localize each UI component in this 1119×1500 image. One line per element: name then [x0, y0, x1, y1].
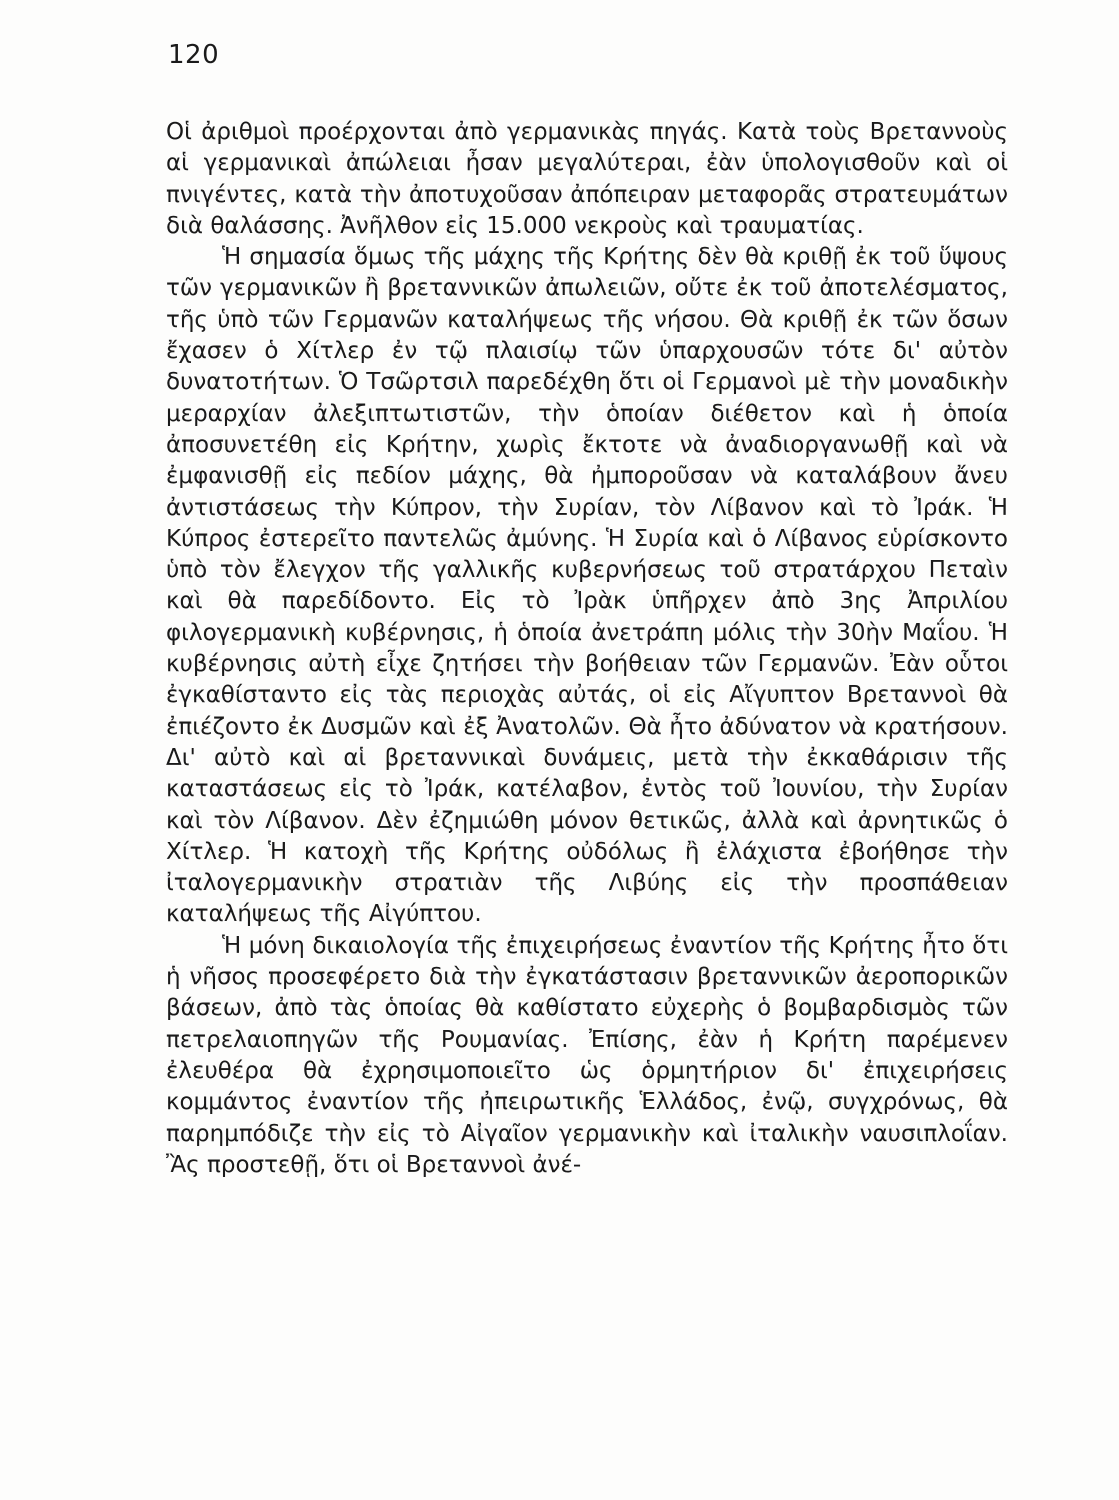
paragraph: Οἱ ἀριθμοὶ προέρχονται ἀπὸ γερμανικὰς πηγάς. Κατὰ τοὺς Βρεταννοὺς αἱ γερμανικαὶ ἀπώλειαι ἦσαν μεγαλύτεραι, ἐὰν ὑπολογισθοῦν καὶ οἱ πνιγέντες, κατὰ τὴν ἀποτυχοῦσαν ἀπόπειραν μεταφορᾶς στρατευμάτων διὰ θαλάσσης. Ἀνῆλθον εἰς 15.000 νεκροὺς καὶ τραυματίας.: [166, 119, 1008, 239]
body-text: [166, 117, 1008, 1181]
page-number: 120: [168, 40, 220, 70]
paragraph: Ἡ σημασία ὅμως τῆς μάχης τῆς Κρήτης δὲν θὰ κριθῇ ἐκ τοῦ ὕψους τῶν γερμανικῶν ἢ βρεταννικῶν ἀπωλειῶν, οὔτε ἐκ τοῦ ἀποτελέσματος, τῆς ὑπὸ τῶν Γερμανῶν καταλήψεως τῆς νήσου. Θὰ κριθῇ ἐκ τῶν ὅσων ἔχασεν ὁ Χίτλερ ἐν τῷ πλαισίῳ τῶν ὑπαρχουσῶν τότε δι' αὐτὸν δυνατοτήτων. Ὁ Τσῶρτσιλ παρεδέχθη ὅτι οἱ Γερμανοὶ μὲ τὴν μοναδικὴν μεραρχίαν ἀλεξιπτωτιστῶν, τὴν ὁποίαν διέθετον καὶ ἡ ὁποία ἀποσυνετέθη εἰς Κρήτην, χωρὶς ἔκτοτε νὰ ἀναδιοργανωθῇ καὶ νὰ ἐμφανισθῇ εἰς πεδίον μάχης, θὰ ἠμποροῦσαν νὰ καταλάβουν ἄνευ ἀντιστάσεως τὴν Κύπρον, τὴν Συρίαν, τὸν Λίβανον καὶ τὸ Ἰράκ. Ἡ Κύπρος ἐστερεῖτο παντελῶς ἀμύνης. Ἡ Συρία καὶ ὁ Λίβανος εὑρίσκοντο ὑπὸ τὸν ἔλεγχον τῆς γαλλικῆς κυβερνήσεως τοῦ στρατάρχου Πεταὶν καὶ θὰ παρεδίδοντο. Εἰς τὸ Ἰρὰκ ὑπῆρχεν ἀπὸ 3ης Ἀπριλίου φιλογερμανικὴ κυβέρνησις, ἡ ὁποία ἀνετράπη μόλις τὴν 30ὴν Μαΐου. Ἡ κυβέρνησις αὐτὴ εἶχε ζητήσει τὴν βοήθειαν τῶν Γερμανῶν. Ἐὰν οὗτοι ἐγκαθίσταντο εἰς τὰς περιοχὰς αὐτάς, οἱ εἰς Αἴγυπτον Βρεταννοὶ θὰ ἐπιέζοντο ἐκ Δυσμῶν καὶ ἐξ Ἀνατολῶν. Θὰ ἦτο ἀδύνατον νὰ κρατήσουν. Δι' αὐτὸ καὶ αἱ βρεταννικαὶ δυνάμεις, μετὰ τὴν ἐκκαθάρισιν τῆς καταστάσεως εἰς τὸ Ἰράκ, κατέλαβον, ἐντὸς τοῦ Ἰουνίου, τὴν Συρίαν καὶ τὸν Λίβανον. Δὲν ἐζημιώθη μόνον θετικῶς, ἀλλὰ καὶ ἀρνητικῶς ὁ Χίτλερ. Ἡ κατοχὴ τῆς Κρήτης οὐδόλως ἢ ἐλάχιστα ἐβοήθησε τὴν ἰταλογερμανικὴν στρατιὰν τῆς Λιβύης εἰς τὴν προσπάθειαν καταλήψεως τῆς Αἰγύπτου.: [166, 244, 1008, 928]
paragraph: Ἡ μόνη δικαιολογία τῆς ἐπιχειρήσεως ἐναντίον τῆς Κρήτης ἦτο ὅτι ἡ νῆσος προσεφέρετο διὰ τὴν ἐγκατάστασιν βρεταννικῶν ἀεροπορικῶν βάσεων, ἀπὸ τὰς ὁποίας θὰ καθίστατο εὐχερὴς ὁ βομβαρδισμὸς τῶν πετρελαιοπηγῶν τῆς Ρουμανίας. Ἐπίσης, ἐὰν ἡ Κρήτη παρέμενεν ἐλευθέρα θὰ ἐχρησιμοποιεῖτο ὡς ὁρμητήριον δι' ἐπιχειρήσεις κομμάντος ἐναντίον τῆς ἠπειρωτικῆς Ἑλλάδος, ἐνῷ, συγχρόνως, θὰ παρημπόδιζε τὴν εἰς τὸ Αἰγαῖον γερμανικὴν καὶ ἰταλικὴν ναυσιπλοΐαν. Ἂς προστεθῇ, ὅτι οἱ Βρεταννοὶ ἀνέ-: [166, 932, 1008, 1178]
